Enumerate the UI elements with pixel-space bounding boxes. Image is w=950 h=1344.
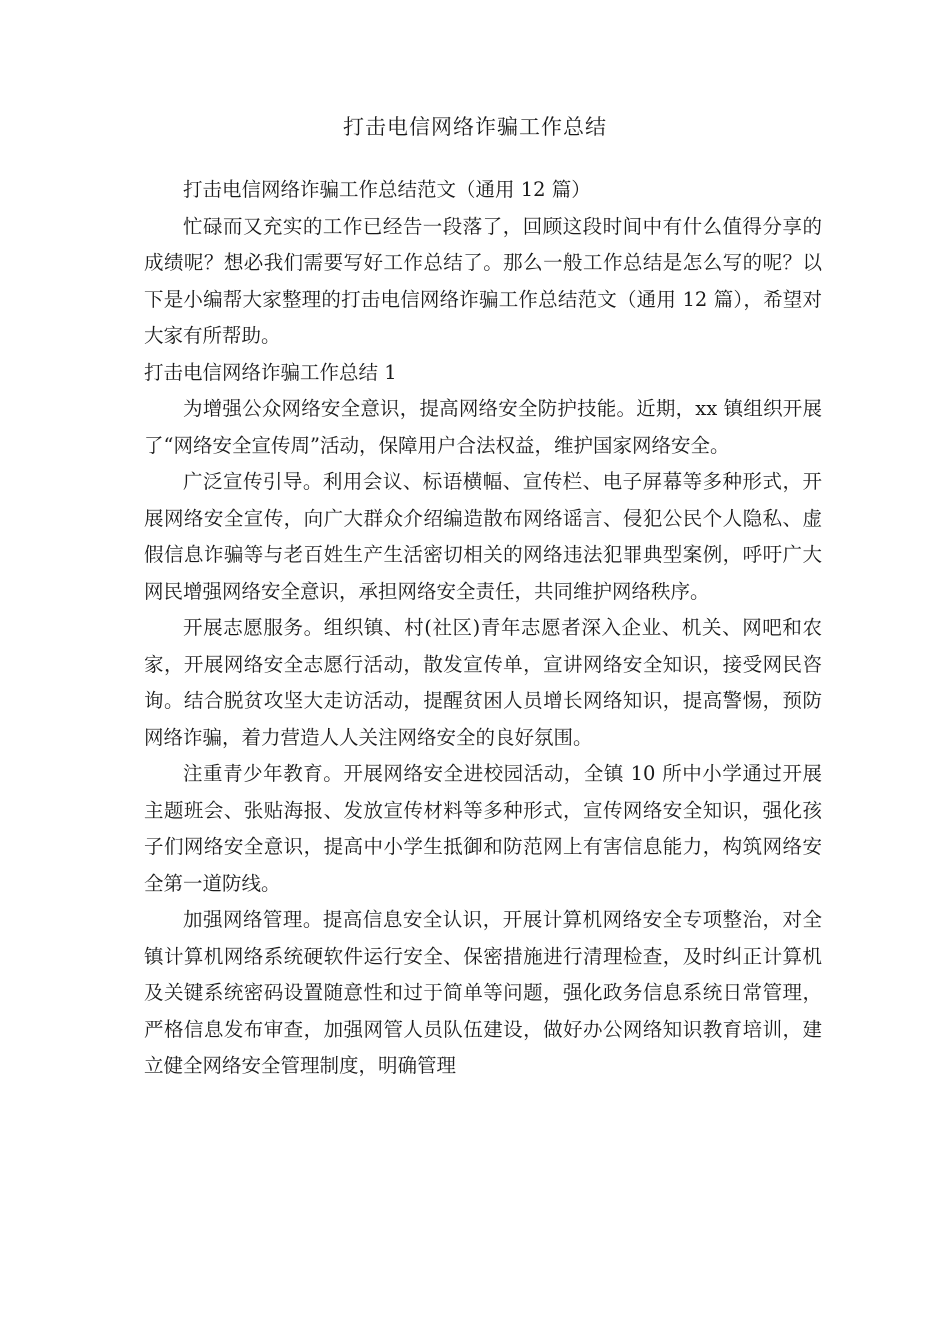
body-paragraph: 为增强公众网络安全意识，提高网络安全防护技能。近期，xx 镇组织开展了“网络安全宣传周”活动，保障用户合法权益，维护国家网络安全。 [144, 397, 822, 457]
body-paragraph: 注重青少年教育。开展网络安全进校园活动，全镇 10 所中小学通过开展主题班会、张贴海报、发放宣传材料等多种形式，宣传网络安全知识，强化孩子们网络安全意识，提高中小学生抵御和防范网上有害信息能力，构筑网络安全第一道防线。 [144, 762, 822, 895]
document-body [144, 172, 822, 1085]
body-paragraph: 加强网络管理。提高信息安全认识，开展计算机网络安全专项整治，对全镇计算机网络系统硬软件运行安全、保密措施进行清理检查，及时纠正计算机及关键系统密码设置随意性和过于简单等问题，强化政务信息系统日常管理，严格信息发布审查，加强网管人员队伍建设，做好办公网络知识教育培训，建立健全网络安全管理制度，明确管理 [144, 908, 822, 1077]
section-heading: 打击电信网络诈骗工作总结 1 [144, 360, 397, 384]
intro-paragraph: 忙碌而又充实的工作已经告一段落了，回顾这段时间中有什么值得分享的成绩呢？想必我们需要写好工作总结了。那么一般工作总结是怎么写的呢？以下是小编帮大家整理的打击电信网络诈骗工作总结范文（通用 12 篇），希望对大家有所帮助。 [144, 214, 822, 347]
body-paragraph: 广泛宣传引导。利用会议、标语横幅、宣传栏、电子屏幕等多种形式，开展网络安全宣传，向广大群众介绍编造散布网络谣言、侵犯公民个人隐私、虚假信息诈骗等与老百姓生产生活密切相关的网络违法犯罪典型案例，呼吁广大网民增强网络安全意识，承担网络安全责任，共同维护网络秩序。 [144, 470, 822, 603]
document-title: 打击电信网络诈骗工作总结 [343, 115, 607, 139]
body-paragraph: 开展志愿服务。组织镇、村(社区)青年志愿者深入企业、机关、网吧和农家，开展网络安全志愿行活动，散发宣传单，宣讲网络安全知识，接受网民咨询。结合脱贫攻坚大走访活动，提醒贫困人员增长网络知识，提高警惕，预防网络诈骗，着力营造人人关注网络安全的良好氛围。 [144, 616, 822, 749]
subtitle-paragraph: 打击电信网络诈骗工作总结范文（通用 12 篇） [183, 178, 591, 201]
